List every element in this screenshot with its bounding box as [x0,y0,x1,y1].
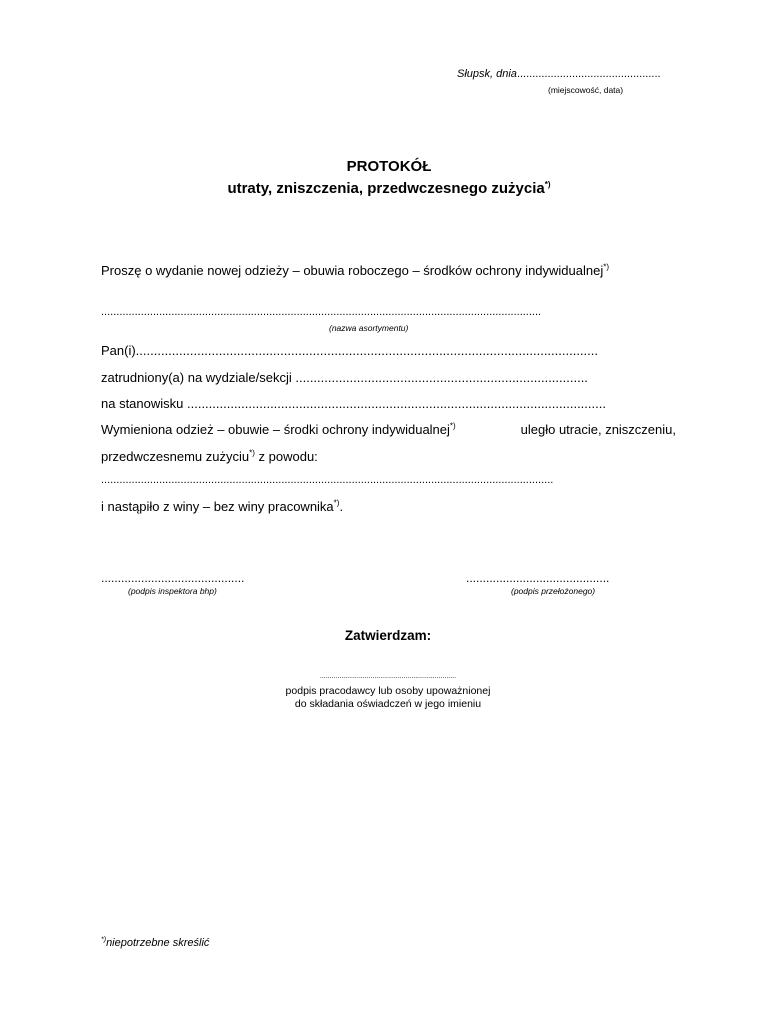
request-text: Proszę o wydanie nowej odzieży – obuwia roboczego – środków ochrony indywidualnej [101,263,604,278]
approval-signature-field[interactable]: ...................................................................... [319,673,457,680]
footnote-mark: *) [101,936,107,944]
reason-field[interactable]: .................................................................................................................................................... [101,474,554,486]
inspector-signature-caption: (podpis inspektora bhp) [128,586,217,596]
subtitle-text: utraty, zniszczenia, przedwczesnego zużycia [227,180,545,197]
fault-end: . [339,499,344,514]
premature-text: przedwczesnemu zużyciu [101,449,250,464]
place-date-dots: ............................................... [516,68,661,80]
mentioned-line [101,422,676,437]
position-field[interactable]: na stanowisku .................................................................................................................... [101,396,606,411]
document-subtitle [0,180,768,197]
place-date-line [457,68,661,80]
footnote [101,937,209,949]
approval-caption-line2: do składania oświadczeń w jego imieniu [294,698,482,710]
assortment-caption: (nazwa asortymentu) [329,323,409,333]
fault-text: i nastąpiło z winy – bez winy pracownika [101,499,334,514]
mentioned-end: uległo utracie, zniszczeniu, [520,422,676,437]
place-date-caption: (miejscowość, data) [548,85,624,95]
fault-footnote-mark: *) [333,498,340,508]
subtitle-footnote-mark: *) [544,180,551,189]
inspector-signature-field[interactable]: ........................................... [101,571,245,585]
department-field[interactable]: zatrudniony(a) na wydziale/sekcji ................................................................................. [101,370,588,385]
mentioned-start [101,422,456,437]
mentioned-text: Wymieniona odzież – obuwie – środki ochrony indywidualnej [101,422,450,437]
premature-end: z powodu: [258,449,318,464]
premature-footnote-mark: *) [249,448,255,458]
premature-line [101,449,318,464]
mentioned-footnote-mark: *) [449,421,456,431]
footnote-text: niepotrzebne skreślić [106,937,210,949]
approval-caption-line1: podpis pracodawcy lub osoby upoważnionej [285,685,491,697]
fault-line [101,499,343,514]
place-date-label: Słupsk, dnia [457,68,517,80]
request-footnote-mark: *) [603,262,610,272]
request-line [101,263,609,278]
document-title: PROTOKÓŁ [346,158,432,175]
pan-field[interactable]: Pan(i)................................................................................................................................ [101,343,598,358]
supervisor-signature-caption: (podpis przełożonego) [511,586,596,596]
assortment-field[interactable]: ................................................................................................................................................ [101,306,542,318]
supervisor-signature-field[interactable]: ........................................... [466,571,610,585]
approval-label: Zatwierdzam: [344,628,432,643]
